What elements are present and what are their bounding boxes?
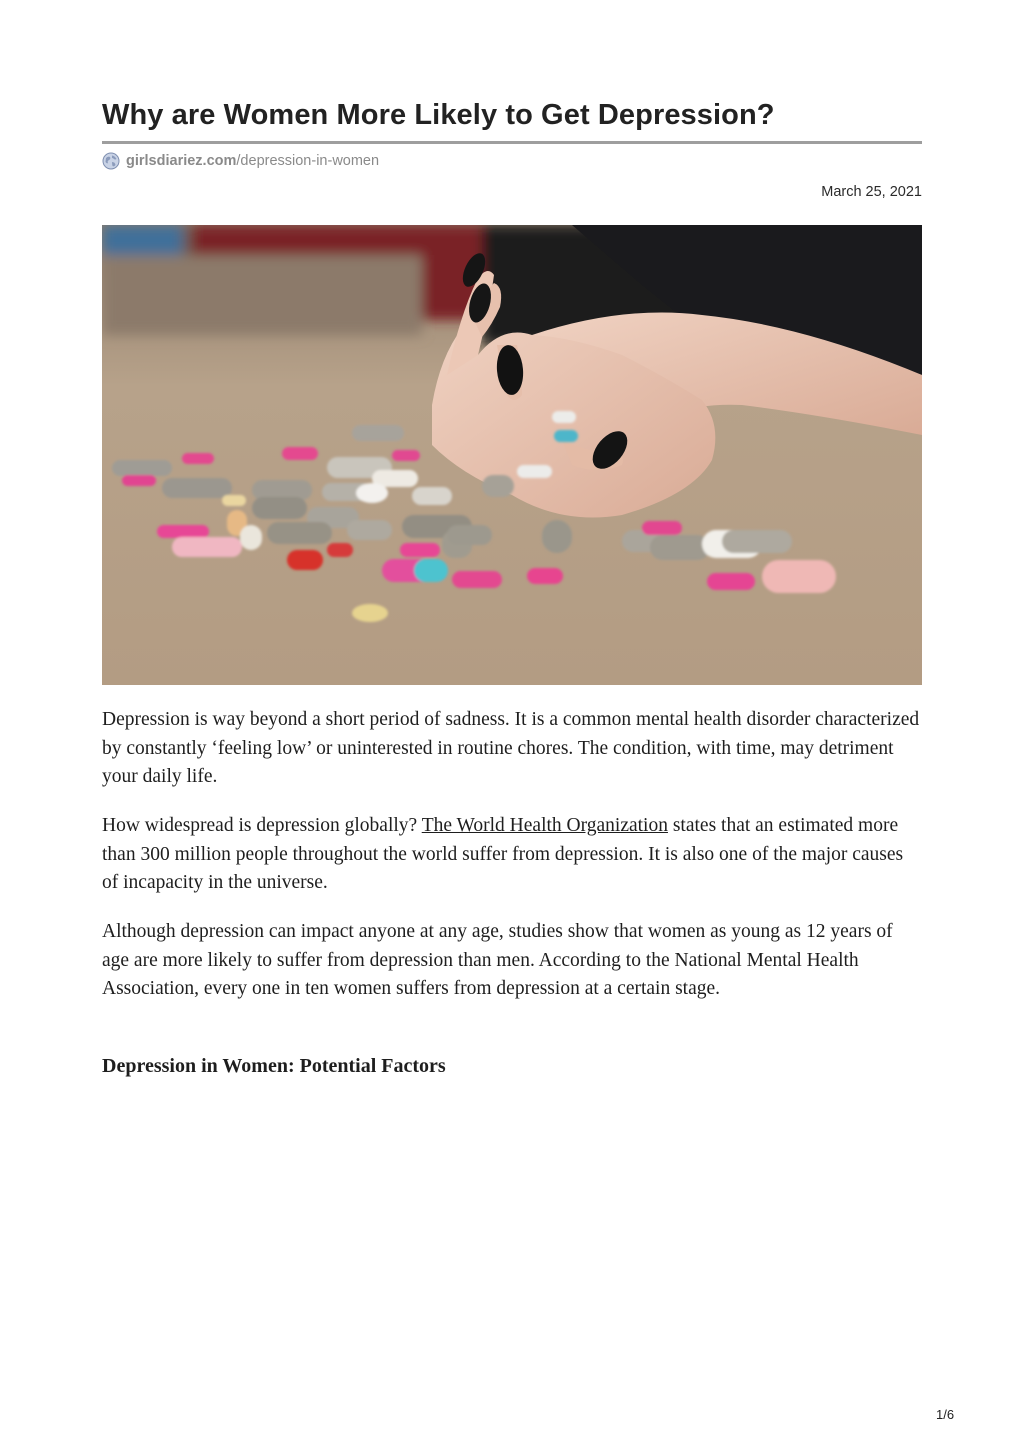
paragraph-2-tail: states that an estimated more than 300 million people throughout the world suffer from depression. It is also one of the major causes of incapacity in the universe.: [102, 815, 904, 893]
publish-date: March 25, 2021: [821, 184, 922, 200]
source-domain: girlsdiariez.com: [126, 153, 237, 169]
paragraph-intro: Depression is way beyond a short period of sadness. It is a common mental health disorder characterized by constantly ‘feeling low’ or uninterested in routine chores. The condition, with time, may detriment your daily life.: [102, 709, 920, 787]
page-number: 1/6: [936, 1407, 955, 1422]
source-path: /depression-in-women: [236, 153, 380, 169]
article-title: Why are Women More Likely to Get Depression?: [102, 99, 775, 131]
paragraph-women-age: Although depression can impact anyone at any age, studies show that women as young as 12 years of age are more likely to suffer from depression than men. According to the National Mental Health Association, every one in ten women suffers from depression at a certain stage.: [102, 921, 893, 999]
paragraph-widespread: [102, 812, 922, 898]
source-url[interactable]: [102, 150, 379, 172]
title-divider: [102, 141, 922, 144]
globe-icon: [102, 152, 120, 170]
section-heading: Depression in Women: Potential Factors: [102, 1055, 446, 1077]
paragraph-2-lead: How widespread is depression globally?: [102, 815, 422, 836]
hero-image: [102, 225, 922, 685]
who-link[interactable]: The World Health Organization: [421, 815, 668, 836]
